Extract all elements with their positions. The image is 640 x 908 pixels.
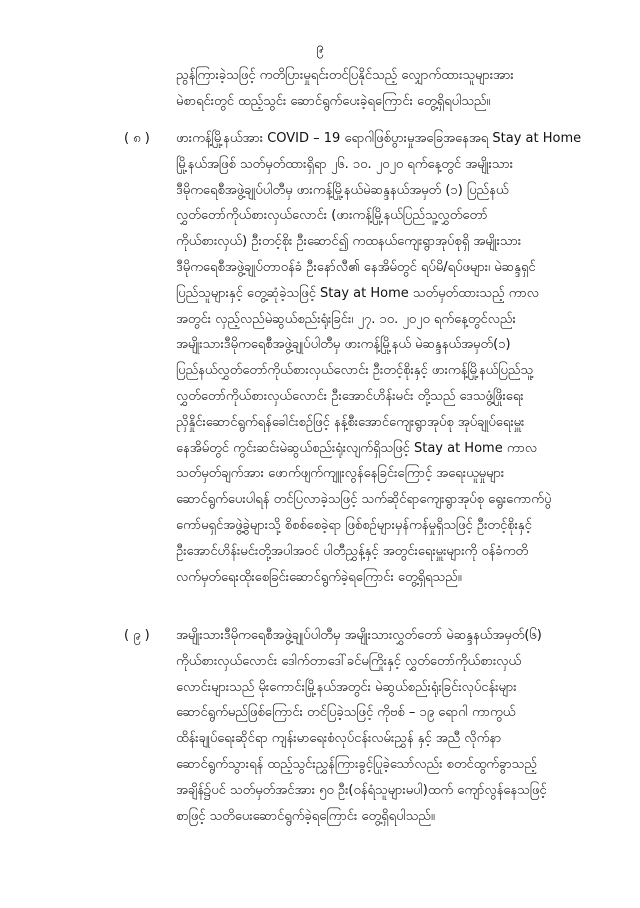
paragraph-number: ( ၉ ) (124, 628, 150, 643)
text-line: ကော်မရှင်အဖွဲ့ခွဲများသို့ စိစစ်စေခဲ့ရာ ဖြစ်စဉ်များမှန်ကန်မှုရှိသဖြင့် ဦးတင့်စိုးနှင့် (176, 517, 532, 533)
text-line: လွှတ်တော်ကိုယ်စားလှယ်လောင်း (ဖားကန့်မြို့နယ်ပြည်သူ့လွှတ်တော် (176, 208, 488, 224)
text-line: ထိန်းချုပ်ရေးဆိုင်ရာ ကျန်းမာရေးစံလုပ်ငန်းလမ်းညွှန် နှင့် အညီ လိုက်နာ (176, 731, 502, 747)
text-line: ဆောင်ရွက်ပေးပါရန် တင်ပြလာခဲ့သဖြင့် သက်ဆိုင်ရာကျေးရွာအုပ်စု ရွေးကောက်ပွဲ (176, 492, 552, 508)
text-line: နေအိမ်တွင် ကွင်းဆင်းမဲဆွယ်စည်းရုံးလျက်ရှိသဖြင့် Stay at Home ကာလ (176, 440, 538, 456)
intro-continuation (176, 63, 581, 115)
text-line: အမျိုးသားဒီမိုကရေစီအဖွဲ့ချုပ်ပါတီမှ အမျိုးသားလွှတ်တော် မဲဆန္ဒနယ်အမှတ်(၆) (176, 628, 542, 643)
text-line: လောင်းများသည် မိုးကောင်းမြို့နယ်အတွင်း မဲဆွယ်စည်းရုံးခြင်းလုပ်ငန်းများ (176, 679, 517, 695)
text-line: ဆောင်ရွက်သွားရန် ထည့်သွင်းညွှန်ကြားခွင့်ပြုခဲ့သော်လည်း စတင်ထွက်ခွာသည့် (176, 756, 537, 772)
text-line: ကိုယ်စားလှယ်လောင်း ဒေါက်တာဒေါ်ခင်မကြိုးနှင့် လွှတ်တော်ကိုယ်စားလှယ် (176, 653, 522, 669)
text-line: ဒီမိုကရေစီအဖွဲ့ချုပ်တာဝန်ခံ ဦးနော်လီ၏ နေအိမ်တွင် ရပ်မိ/ရပ်ဖများ၊ မဲဆန္ဒရှင် (176, 259, 536, 275)
text-line: ဦးအောင်ဟိန်းမင်းတို့အပါအဝင် ပါတီညွှန့်နှင့် အတွင်းရေးမှူးများကို ဝန်ခံကတိ (176, 543, 529, 559)
text-line: မဲစာရင်းတွင် ထည့်သွင်း ဆောင်ရွက်ပေးခဲ့ရကြောင်း တွေ့ရှိရပါသည်။ (176, 93, 491, 109)
text-line: ဖားကန့်မြို့နယ်အား COVID – 19 ရောဂါဖြစ်ပွားမှုအခြေအနေအရ Stay at Home (176, 131, 581, 146)
text-line: မြို့နယ်အဖြစ် သတ်မှတ်ထားရှိရာ ၂၆. ၁၀. ၂၀၂၀ ရက်နေ့တွင် အမျိုးသား (176, 156, 514, 172)
paragraph-8 (176, 126, 581, 590)
text-line: လက်မှတ်ရေးထိုးစေခြင်းဆောင်ရွက်ခဲ့ရကြောင်း တွေ့ရှိရသည်။ (176, 569, 462, 585)
text-line: ဒီမိုကရေစီအဖွဲ့ချုပ်ပါတီမှ ဖားကန့်မြို့နယ်မဲဆန္ဒနယ်အမှတ် (၁) ပြည်နယ် (176, 182, 509, 198)
page-number: ၉ (316, 40, 324, 56)
text-line: ကိုယ်စားလှယ်) ဦးတင့်စိုး ဦးဆောင်၍ ကထနယ်ကျေးရွာအုပ်စုရှိ အမျိုးသား (176, 234, 522, 250)
paragraph-9 (176, 623, 581, 829)
text-line: အမျိုးသားဒီမိုကရေစီအဖွဲ့ချုပ်ပါတီမှ ဖားကန့်မြို့နယ် မဲဆန္ဒနယ်အမှတ်(၁) (176, 337, 511, 353)
text-line: ပြည်သူများနှင့် တွေ့ဆုံခဲ့သဖြင့် Stay at Home သတ်မှတ်ထားသည့် ကာလ (176, 285, 539, 301)
text-line: အချိန်၌ပင် သတ်မှတ်အင်အား ၅၀ ဦး(ဝန်ရံသူများမပါ)ထက် ကျော်လွန်နေသဖြင့် (176, 782, 547, 798)
text-line: အတွင်း လှည့်လည်မဲဆွယ်စည်းရုံးခြင်း၊ ၂၇. ၁၀. ၂၀၂၀ ရက်နေ့တွင်လည်း (176, 311, 516, 327)
text-line: ညှိနှိုင်းဆောင်ရွက်ရန်ခေါင်းစဉ်ဖြင့် နန့်စီးအောင်ကျေးရွာအုပ်စု အုပ်ချုပ်ရေးမှူး (176, 414, 525, 430)
text-line: ဆောင်ရွက်မည်ဖြစ်ကြောင်း တင်ပြခဲ့သဖြင့် ကိုဗစ် – ၁၉ ရောဂါ ကာကွယ် (176, 705, 516, 721)
text-line: သတ်မှတ်ချက်အား ဖောက်ဖျက်ကျူးလွန်နေခြင်းကြောင့် အရေးယူမှုများ (176, 466, 505, 482)
text-line: လွှတ်တော်ကိုယ်စားလှယ်လောင်း ဦးအောင်ဟိန်းမင်း တို့သည် ဒေသဖွံ့ဖြိုးရေး (176, 388, 524, 404)
paragraph-number: ( ၈ ) (124, 131, 150, 146)
text-line: ညွန်ကြားခဲ့သဖြင့် ကတိပြားမှုရင်းတင်ပြနိုင်သည့် လျှောက်ထားသူများအား (176, 68, 514, 83)
text-line: ပြည်နယ်လွှတ်တော်ကိုယ်စားလှယ်လောင်း ဦးတင့်စိုးနှင့် ဖားကန့်မြို့နယ်ပြည်သူ့ (176, 363, 534, 379)
text-line: စာဖြင့် သတိပေးဆောင်ရွက်ခဲ့ရကြောင်း တွေ့ရှိရပါသည်။ (176, 808, 435, 824)
